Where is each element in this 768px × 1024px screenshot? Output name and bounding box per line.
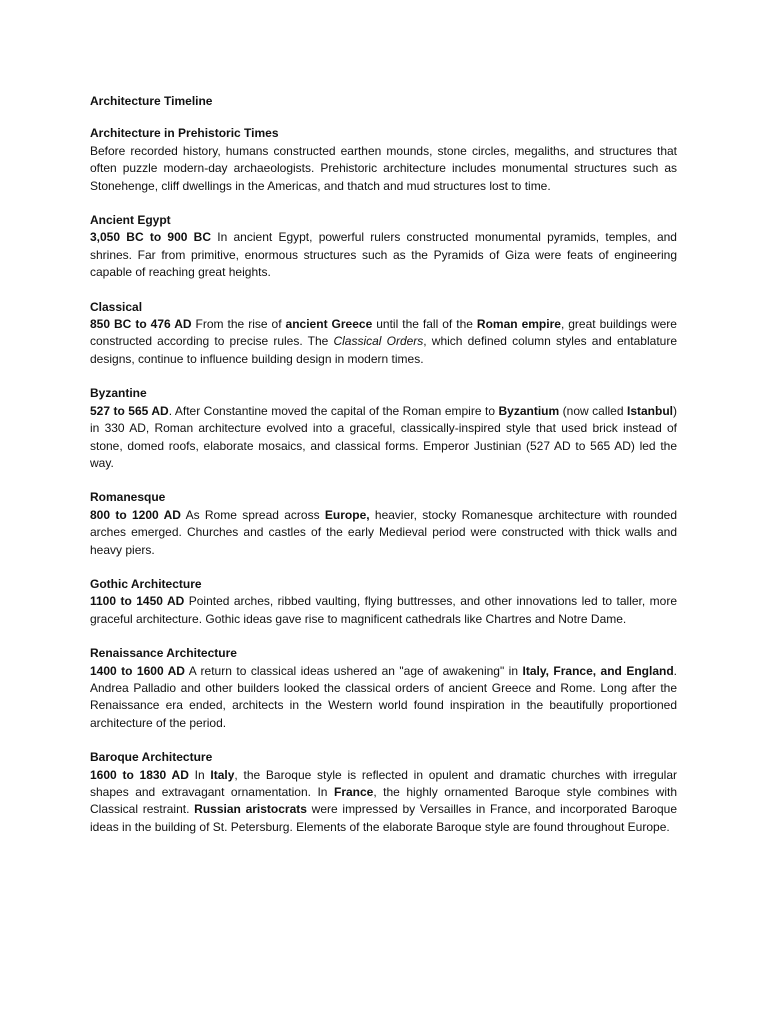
body-text: , the Baroque style is reflected in opulent and dramatic churches with irregular shapes and extravagant ornamentation. In	[90, 767, 677, 799]
section-body	[90, 767, 677, 837]
body-text: (now called	[559, 403, 627, 418]
emphasis-text: Italy	[210, 767, 235, 782]
document-title: Architecture Timeline	[90, 94, 213, 108]
timeline-section	[90, 489, 677, 559]
section-body	[90, 143, 677, 195]
timeline-section	[90, 645, 677, 732]
timeline-section	[90, 125, 677, 195]
emphasis-text: ancient Greece	[285, 317, 373, 332]
emphasis-text: 850 BC to 476 AD	[90, 317, 192, 332]
body-text: Before recorded history, humans constructed earthen mounds, stone circles, megaliths, and structures that often puzzle modern-day archaeologists. Prehistoric architecture includes monumental structures such as Stonehenge, cliff dwellings in the Americas, and thatch and mud structures lost to time.	[90, 143, 677, 193]
emphasis-text: 1100 to 1450 AD	[90, 594, 185, 609]
sections-container	[90, 125, 677, 836]
timeline-section	[90, 749, 677, 836]
section-heading: Romanesque	[90, 490, 166, 505]
body-text: A return to classical ideas ushered an "age of awakening" in	[184, 663, 523, 678]
section-body	[90, 229, 677, 281]
body-text: heavier, stocky Romanesque architecture with rounded arches emerged. Churches and castles of the early Medieval period were constructed with thick walls and heavy piers.	[90, 507, 677, 557]
emphasis-text: Europe,	[324, 507, 370, 522]
body-text: In	[188, 767, 211, 782]
emphasis-text: Istanbul	[626, 403, 673, 418]
timeline-section	[90, 576, 677, 628]
section-body	[90, 403, 677, 473]
timeline-section	[90, 385, 677, 472]
section-heading: Gothic Architecture	[90, 576, 202, 591]
emphasis-text: 1400 to 1600 AD	[90, 663, 185, 678]
section-body	[90, 593, 677, 628]
body-text: ) in 330 AD, Roman architecture evolved into a graceful, classically-inspired style that used brick instead of stone, domed roofs, elaborate mosaics, and classical forms. Emperor Justinian (527 AD to 565 AD) led the way.	[90, 403, 677, 470]
section-heading: Baroque Architecture	[90, 750, 213, 765]
body-text: As Rome spread across	[180, 507, 325, 522]
body-text: . After Constantine moved the capital of the Roman empire to	[168, 403, 499, 418]
body-text: were impressed by Versailles in France, and incorporated Baroque ideas in the building of St. Petersburg. Elements of the elaborate Baroque style are found throughout Europe.	[90, 802, 677, 834]
body-text: until the fall of the	[372, 317, 477, 332]
emphasis-text: 3,050 BC to 900 BC	[90, 230, 212, 245]
body-text: , the highly ornamented Baroque style combines with Classical restraint.	[90, 785, 677, 817]
body-text: From the rise of	[191, 317, 286, 332]
document-page	[90, 93, 677, 853]
emphasis-text: 1600 to 1830 AD	[90, 767, 189, 782]
section-heading: Byzantine	[90, 386, 147, 401]
italic-text: Classical Orders	[333, 334, 424, 349]
emphasis-text: Italy, France, and England	[522, 663, 674, 678]
section-body	[90, 663, 677, 733]
emphasis-text: 800 to 1200 AD	[90, 507, 181, 522]
emphasis-text: Byzantium	[498, 403, 560, 418]
timeline-section	[90, 299, 677, 369]
emphasis-text: Russian aristocrats	[194, 802, 307, 817]
section-heading: Renaissance Architecture	[90, 646, 237, 661]
body-text: Pointed arches, ribbed vaulting, flying buttresses, and other innovations led to taller, more graceful architecture. Gothic ideas gave rise to magnificent cathedrals like Chartres and Notre Dame.	[90, 594, 677, 626]
body-text: , great buildings were constructed according to precise rules. The	[90, 317, 677, 349]
section-body	[90, 507, 677, 559]
emphasis-text: Roman empire	[476, 317, 561, 332]
body-text: In ancient Egypt, powerful rulers constructed monumental pyramids, temples, and shrines. Far from primitive, enormous structures such as the Pyramids of Giza were feats of engineering capable of reaching great heights.	[90, 230, 677, 280]
body-text: , which defined column styles and entablature designs, continue to influence building design in modern times.	[90, 334, 677, 366]
body-text: . Andrea Palladio and other builders looked the classical orders of ancient Greece and Rome. Long after the Renaissance era ended, architects in the Western world found inspiration in the beautifully proportioned architecture of the period.	[90, 663, 677, 730]
section-heading: Ancient Egypt	[90, 213, 171, 228]
emphasis-text: 527 to 565 AD	[90, 403, 169, 418]
section-heading: Architecture in Prehistoric Times	[90, 126, 279, 141]
section-heading: Classical	[90, 299, 143, 314]
emphasis-text: France	[333, 785, 374, 799]
timeline-section	[90, 212, 677, 282]
section-body	[90, 316, 677, 368]
